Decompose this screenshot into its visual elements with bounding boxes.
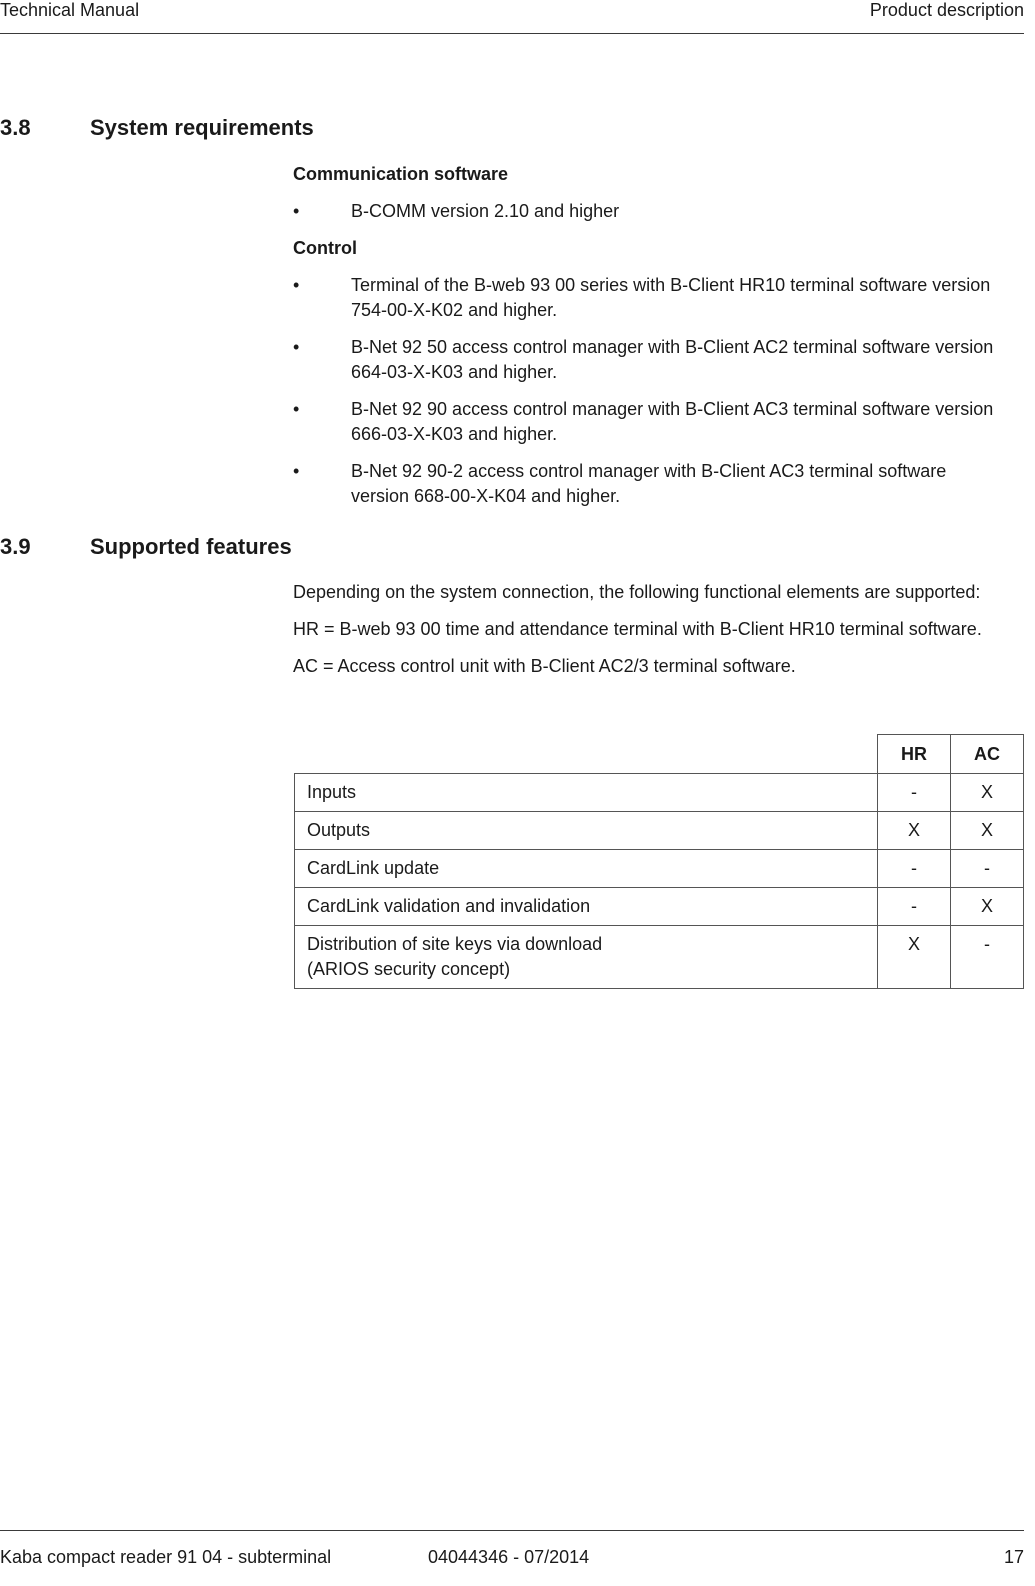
list-item <box>293 459 1003 509</box>
control-heading: Control <box>293 238 357 258</box>
ac-cell: - <box>951 850 1024 888</box>
feature-cell <box>295 926 878 989</box>
table-row <box>295 774 1024 812</box>
supported-features-content <box>293 580 1003 679</box>
feature-cell-line: Distribution of site keys via download <box>307 934 603 954</box>
hr-cell: - <box>878 774 951 812</box>
header-chapter: Product description <box>869 0 1024 20</box>
column-header-hr: HR <box>878 735 951 774</box>
feature-cell: Outputs <box>295 812 878 850</box>
list-item <box>293 397 1003 447</box>
list-item-text: B-COMM version 2.10 and higher <box>351 201 620 221</box>
hr-cell: - <box>878 850 951 888</box>
bullet-icon: • <box>293 461 300 481</box>
intro-paragraph: Depending on the system connection, the following functional elements are supported: <box>293 582 981 602</box>
table-row <box>295 850 1024 888</box>
list-item <box>293 273 1003 323</box>
column-header-ac: AC <box>951 735 1024 774</box>
hr-cell: X <box>878 926 951 989</box>
feature-cell: CardLink update <box>295 850 878 888</box>
ac-cell: X <box>951 812 1024 850</box>
hr-cell: - <box>878 888 951 926</box>
feature-cell: CardLink validation and invalidation <box>295 888 878 926</box>
list-item-text: B-Net 92 90-2 access control manager with B-Client AC3 terminal software version 668-00-X-K04 and higher. <box>351 461 947 506</box>
communication-software-heading: Communication software <box>293 164 509 184</box>
table-row <box>295 926 1024 989</box>
hr-cell: X <box>878 812 951 850</box>
header-doc-type: Technical Manual <box>0 0 140 20</box>
feature-cell-line: (ARIOS security concept) <box>307 959 511 979</box>
bullet-icon: • <box>293 201 300 221</box>
feature-cell: Inputs <box>295 774 878 812</box>
list-item-text: B-Net 92 50 access control manager with B-Client AC2 terminal software version 664-03-X-K03 and higher. <box>351 337 994 382</box>
ac-definition: AC = Access control unit with B-Client AC2/3 terminal software. <box>293 656 796 676</box>
table-header-row <box>295 735 1024 774</box>
section-title: Supported features <box>90 534 292 559</box>
footer-product-name: Kaba compact reader 91 04 - subterminal <box>0 1547 332 1567</box>
page-footer <box>0 1530 1024 1586</box>
footer-doc-id: 04044346 - 07/2014 <box>428 1547 590 1567</box>
page-number: 17 <box>1003 1547 1024 1567</box>
list-item <box>293 335 1003 385</box>
features-table <box>294 734 1024 989</box>
list-item-text: Terminal of the B-web 93 00 series with B-Client HR10 terminal software version 754-00-X-K02 and higher. <box>351 275 991 320</box>
list-item <box>293 199 1003 224</box>
bullet-icon: • <box>293 399 300 419</box>
section-number: 3.9 <box>0 534 31 559</box>
table-row <box>295 812 1024 850</box>
bullet-icon: • <box>293 275 300 295</box>
hr-definition: HR = B-web 93 00 time and attendance terminal with B-Client HR10 terminal software. <box>293 619 982 639</box>
table-row <box>295 888 1024 926</box>
section-number: 3.8 <box>0 115 31 140</box>
page-header <box>0 0 1024 34</box>
list-item-text: B-Net 92 90 access control manager with B-Client AC3 terminal software version 666-03-X-K03 and higher. <box>351 399 994 444</box>
ac-cell: X <box>951 774 1024 812</box>
ac-cell: - <box>951 926 1024 989</box>
system-requirements-content <box>293 162 1003 509</box>
table-header-blank <box>295 735 878 774</box>
section-title: System requirements <box>90 115 314 140</box>
ac-cell: X <box>951 888 1024 926</box>
bullet-icon: • <box>293 337 300 357</box>
